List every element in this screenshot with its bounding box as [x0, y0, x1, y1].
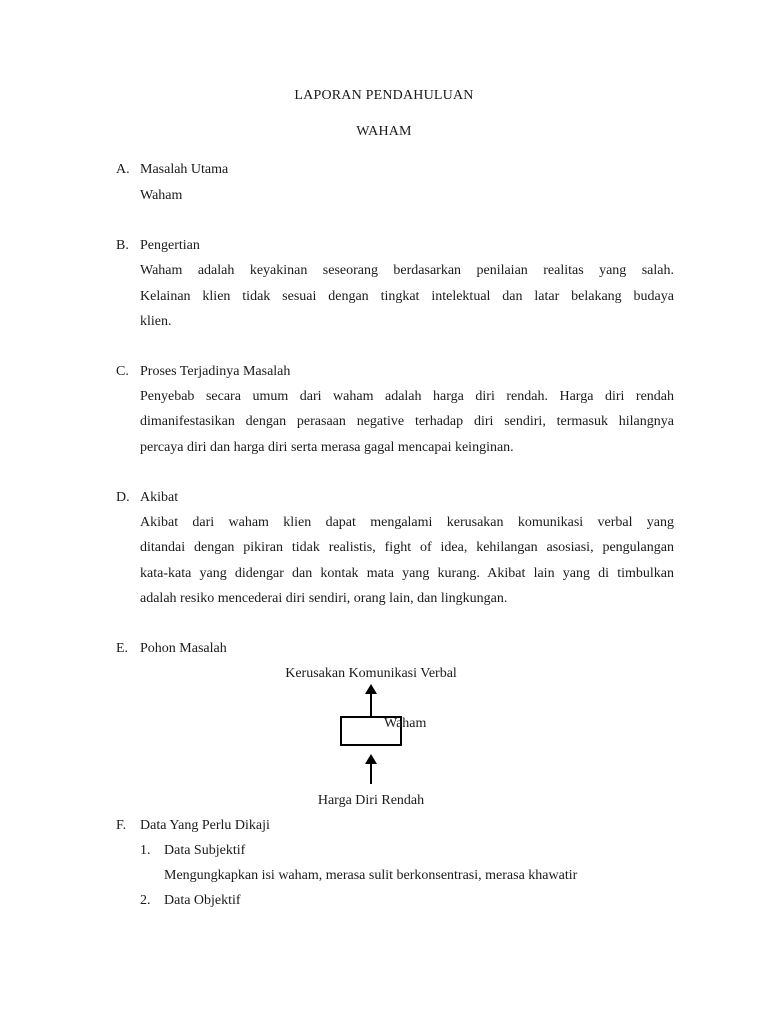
section-a-letter: A.	[116, 162, 130, 177]
section-e-letter: E.	[116, 641, 129, 656]
problem-tree-diagram	[300, 680, 460, 790]
list-item-number: 1.	[140, 843, 151, 858]
section-a-body: Waham	[140, 188, 183, 203]
document-title: LAPORAN PENDAHULUAN	[294, 88, 474, 103]
section-b-line: klien.	[140, 314, 172, 329]
section-d-line: Akibat dari waham klien dapat mengalami kerusakan komunikasi verbal yang	[140, 515, 674, 530]
arrow-head-top	[365, 684, 377, 694]
section-d-line: kata-kata yang didengar dan kontak mata yang kurang. Akibat lain yang di timbulkan	[140, 566, 674, 581]
section-c-letter: C.	[116, 364, 129, 379]
tree-cause-label: Harga Diri Rendah	[317, 793, 425, 808]
document-subtitle: WAHAM	[356, 124, 412, 139]
list-item-label: Data Subjektif	[164, 843, 246, 858]
section-d-letter: D.	[116, 490, 130, 505]
section-b-line: Kelainan klien tidak sesuai dengan tingkat intelektual dan latar belakang budaya	[140, 289, 674, 304]
arrow-head-bottom	[365, 754, 377, 764]
list-item-body: Mengungkapkan isi waham, merasa sulit berkonsentrasi, merasa khawatir	[164, 868, 578, 883]
section-b-heading: Pengertian	[140, 238, 200, 253]
tree-effect-label: Kerusakan Komunikasi Verbal	[285, 666, 457, 681]
section-f-heading: Data Yang Perlu Dikaji	[140, 818, 270, 833]
section-c-line: Penyebab secara umum dari waham adalah harga diri rendah. Harga diri rendah	[140, 389, 674, 404]
list-item-label: Data Objektif	[164, 893, 241, 908]
section-d-heading: Akibat	[140, 490, 179, 505]
section-a-heading: Masalah Utama	[140, 162, 229, 177]
section-b-line: Waham adalah keyakinan seseorang berdasarkan penilaian realitas yang salah.	[140, 263, 674, 278]
section-c-line: dimanifestasikan dengan perasaan negative terhadap diri sendiri, termasuk hilangnya	[140, 414, 674, 429]
list-item-number: 2.	[140, 893, 151, 908]
section-b-letter: B.	[116, 238, 129, 253]
section-e-heading: Pohon Masalah	[140, 641, 227, 656]
tree-core-label: Waham	[384, 716, 427, 731]
section-c-heading: Proses Terjadinya Masalah	[140, 364, 291, 379]
section-f-letter: F.	[116, 818, 127, 833]
section-d-line: ditandai dengan pikiran tidak realistis, fight of idea, kehilangan asosiasi, pengulangan	[140, 540, 674, 555]
section-c-line: percaya diri dan harga diri serta merasa gagal mencapai keinginan.	[140, 440, 514, 455]
section-d-line: adalah resiko mencederai diri sendiri, orang lain, dan lingkungan.	[140, 591, 508, 606]
